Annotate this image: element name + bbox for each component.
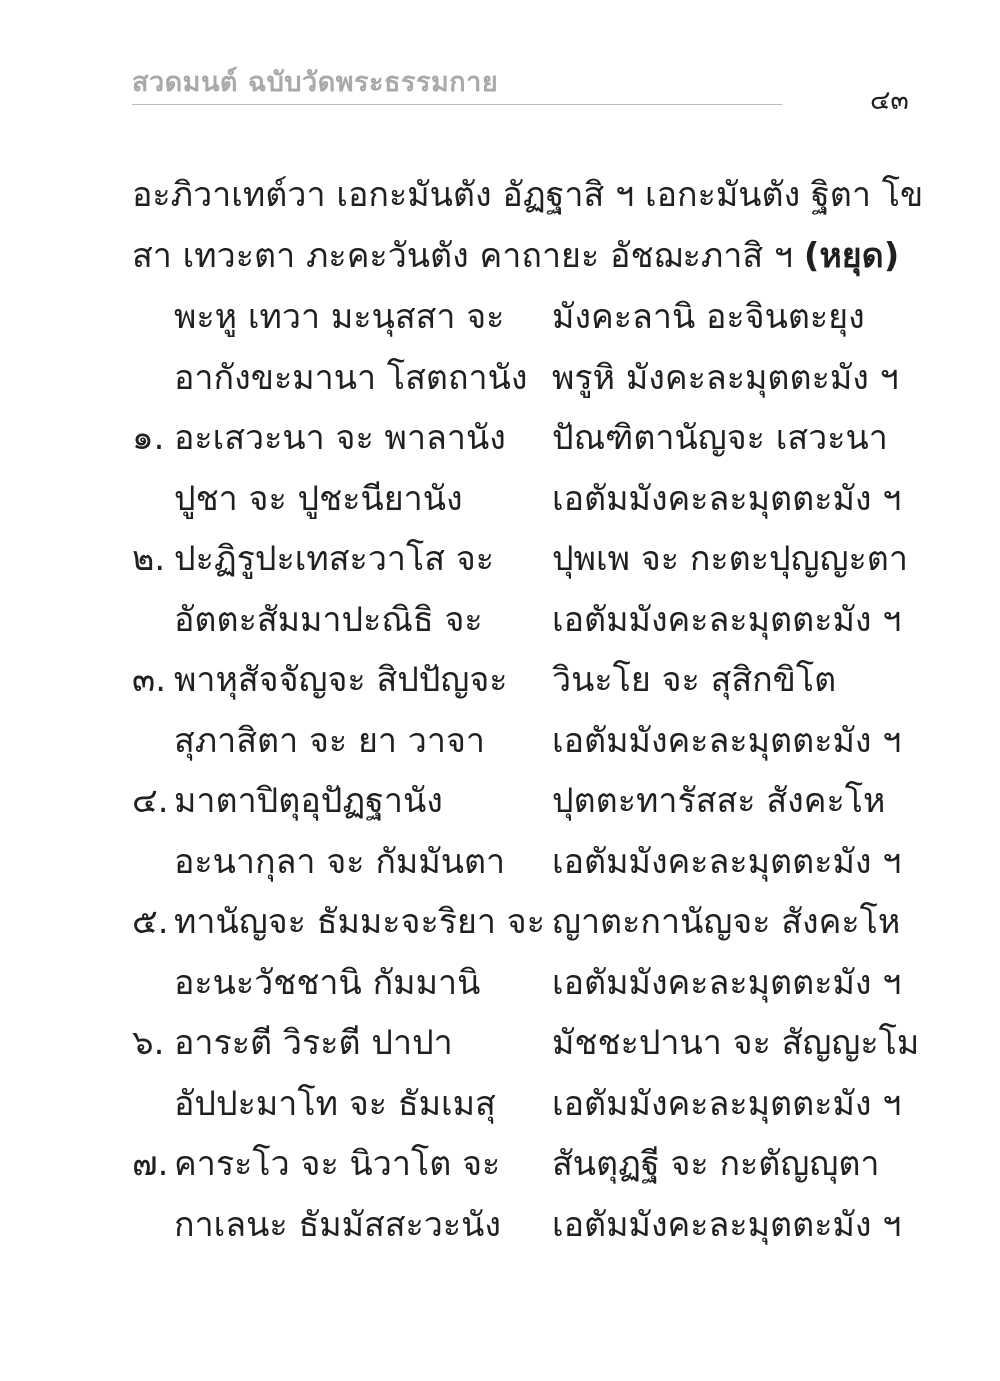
verse-right: เอตัมมังคะละมุตตะมัง ฯ	[552, 478, 902, 519]
intro-line-1: อะภิวาเทต์วา เอกะมันตัง อัฏฐาสิ ฯ เอกะมันตัง ฐิตา โข	[132, 175, 924, 215]
verse-left: พะหู เทวา มะนุสสา จะ	[174, 297, 505, 337]
verse-line	[0, 650, 1000, 711]
verse-left: อัปปะมาโท จะ ธัมเมสุ	[174, 1083, 496, 1124]
intro-paragraph	[132, 165, 922, 287]
verse-left: ทานัญจะ ธัมมะจะริยา จะ	[174, 902, 545, 942]
intro-line-2	[132, 226, 922, 287]
verse-right: ปัณฑิตานัญจะ เสวะนา	[552, 418, 888, 458]
page-number: ๔๓	[870, 85, 909, 116]
verse-line	[0, 1013, 1000, 1074]
verse-line	[0, 348, 1000, 409]
verse-line	[0, 1134, 1000, 1195]
verse-right: สันตุฏฐี จะ กะตัญญุตา	[552, 1144, 880, 1184]
verse-line	[0, 469, 1000, 530]
verse-right: ปุตตะทารัสสะ สังคะโห	[552, 781, 886, 821]
verse-line	[0, 408, 1000, 469]
intro-line-2-text: สา เทวะตา ภะคะวันตัง คาถายะ อัชฌะภาสิ ฯ	[132, 236, 804, 276]
verse-left: กาเลนะ ธัมมัสสะวะนัง	[174, 1204, 501, 1245]
verse-left: พาหุสัจจัญจะ สิปปัญจะ	[174, 660, 508, 700]
verse-right: เอตัมมังคะละมุตตะมัง ฯ	[552, 599, 902, 640]
verse-right: เอตัมมังคะละมุตตะมัง ฯ	[552, 720, 902, 761]
running-head: สวดมนต์ ฉบับวัดพระธรรมกาย	[132, 67, 499, 98]
verse-number: ๗.	[132, 1144, 169, 1184]
verse-number: ๖.	[132, 1023, 165, 1063]
verse-right: เอตัมมังคะละมุตตะมัง ฯ	[552, 1083, 902, 1124]
verse-left: ปะฏิรูปะเทสะวาโส จะ	[174, 539, 495, 579]
verse-left: อากังขะมานา โสตถานัง	[174, 357, 528, 398]
verse-line	[0, 1195, 1000, 1256]
verse-left: คาระโว จะ นิวาโต จะ	[174, 1144, 501, 1184]
verse-right: เอตัมมังคะละมุตตะมัง ฯ	[552, 962, 902, 1003]
verse-left: อะเสวะนา จะ พาลานัง	[174, 418, 506, 458]
verse-left: สุภาสิตา จะ ยา วาจา	[174, 720, 485, 761]
verse-right: มัชชะปานา จะ สัญญะโม	[552, 1023, 920, 1063]
verse-number: ๑.	[132, 418, 165, 458]
verse-left: อะนากุลา จะ กัมมันตา	[174, 841, 506, 882]
verse-right: ญาตะกานัญจะ สังคะโห	[552, 902, 901, 942]
verse-line	[0, 711, 1000, 772]
verse-line	[0, 529, 1000, 590]
verse-right: เอตัมมังคะละมุตตะมัง ฯ	[552, 841, 902, 882]
stop-instruction: (หยุด)	[803, 236, 900, 276]
verse-line	[0, 1074, 1000, 1135]
verse-left: อะนะวัชชานิ กัมมานิ	[174, 962, 481, 1003]
verse-left: ปูชา จะ ปูชะนียานัง	[174, 478, 463, 519]
verse-number: ๓.	[132, 660, 167, 700]
verse-line	[0, 953, 1000, 1014]
verse-left: อาระตี วิระตี ปาปา	[174, 1023, 453, 1063]
verse-line	[0, 771, 1000, 832]
verse-line	[0, 287, 1000, 348]
verse-right: พรูหิ มังคะละมุตตะมัง ฯ	[552, 357, 899, 398]
verse-line	[0, 892, 1000, 953]
verse-number: ๔.	[132, 781, 169, 821]
verse-right: ปุพเพ จะ กะตะปุญญะตา	[552, 539, 908, 579]
verse-right: มังคะลานิ อะจินตะยุง	[552, 297, 865, 337]
verse-line	[0, 590, 1000, 651]
verse-number: ๕.	[132, 902, 169, 942]
verse-line	[0, 832, 1000, 893]
verse-number: ๒.	[132, 539, 166, 579]
header-divider	[132, 104, 782, 105]
verse-list	[0, 287, 1000, 1255]
verse-left: อัตตะสัมมาปะณิธิ จะ	[174, 599, 483, 640]
verse-right: เอตัมมังคะละมุตตะมัง ฯ	[552, 1204, 902, 1245]
verse-right: วินะโย จะ สุสิกขิโต	[552, 660, 837, 700]
verse-left: มาตาปิตุอุปัฏฐานัง	[174, 781, 443, 821]
